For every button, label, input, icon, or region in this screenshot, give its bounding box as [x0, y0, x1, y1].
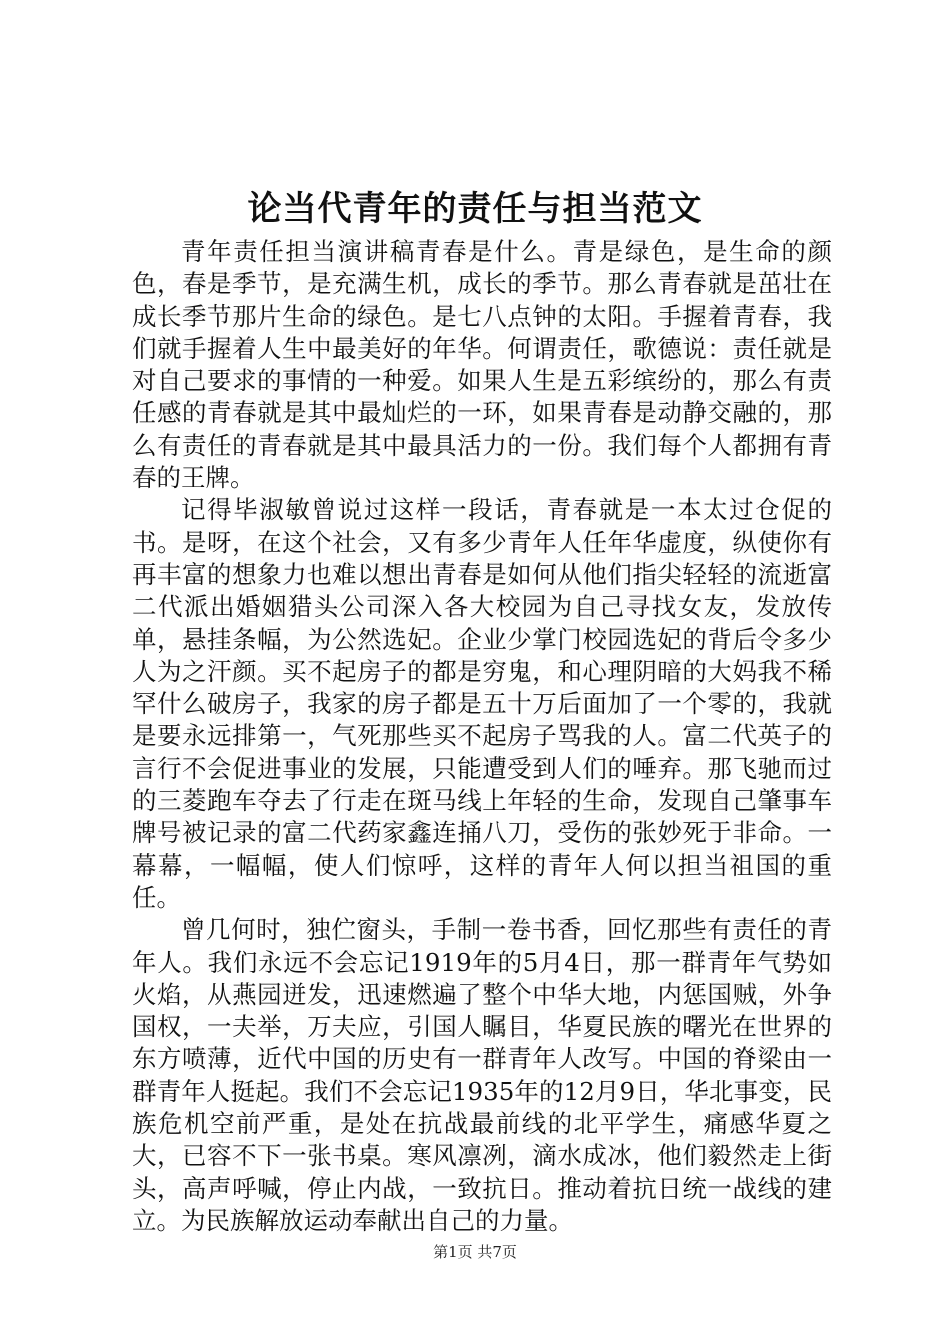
paragraph-2: 记得毕淑敏曾说过这样一段话，青春就是一本太过仓促的书。是呀，在这个社会，又有多少青年人任年华虚度，纵使你有再丰富的想象力也难以想出青春是如何从他们指尖轻轻的流逝富二代派出婚姻猎头公司深入各大校园为自己寻找女友，发放传单，悬挂条幅，为公然选妃。企业少掌门校园选妃的背后令多少人为之汗颜。买不起房子的都是穷鬼，和心理阴暗的大妈我不稀罕什么破房子，我家的房子都是五十万后面加了一个零的，我就是要永远排第一，气死那些买不起房子骂我的人。富二代英子的言行不会促进事业的发展，只能遭受到人们的唾弃。那飞驰而过的三菱跑车夺去了行走在斑马线上年轻的生命，发现自己肇事车牌号被记录的富二代药家鑫连捅八刀，受伤的张妙死于非命。一幕幕，一幅幅，使人们惊呼，这样的青年人何以担当祖国的重任。: [132, 495, 832, 912]
paragraph-1: 青年责任担当演讲稿青春是什么。青是绿色，是生命的颜色，春是季节，是充满生机，成长的季节。那么青春就是茁壮在成长季节那片生命的绿色。是七八点钟的太阳。手握着青春，我们就手握着人生中最美好的年华。何谓责任，歌德说：责任就是对自己要求的事情的一种爱。如果人生是五彩缤纷的，那么有责任感的青春就是其中最灿烂的一环，如果青春是动静交融的，那么有责任的青春就是其中最具活力的一份。我们每个人都拥有青春的王牌。: [132, 237, 832, 493]
page-number-footer: 第1页 共7页: [433, 1243, 517, 1261]
document-body: [132, 236, 832, 1237]
document-title: 论当代青年的责任与担当范文: [247, 189, 703, 229]
paragraph-3: 曾几何时，独伫窗头，手制一卷书香，回忆那些有责任的青年人。我们永远不会忘记1919年的5月4日，那一群青年气势如火焰，从燕园迸发，迅速燃遍了整个中华大地，内惩国贼，外争国权，一夫举，万夫应，引国人瞩目，华夏民族的曙光在世界的东方喷薄，近代中国的历史有一群青年人改写。中国的脊梁由一群青年人挺起。我们不会忘记1935年的12月9日，华北事变，民族危机空前严重，是处在抗战最前线的北平学生，痛感华夏之大，已容不下一张书桌。寒风凛冽，滴水成冰，他们毅然走上街头，高声呼喊，停止内战，一致抗日。推动着抗日统一战线的建立。为民族解放运动奉献出自己的力量。: [132, 915, 832, 1235]
